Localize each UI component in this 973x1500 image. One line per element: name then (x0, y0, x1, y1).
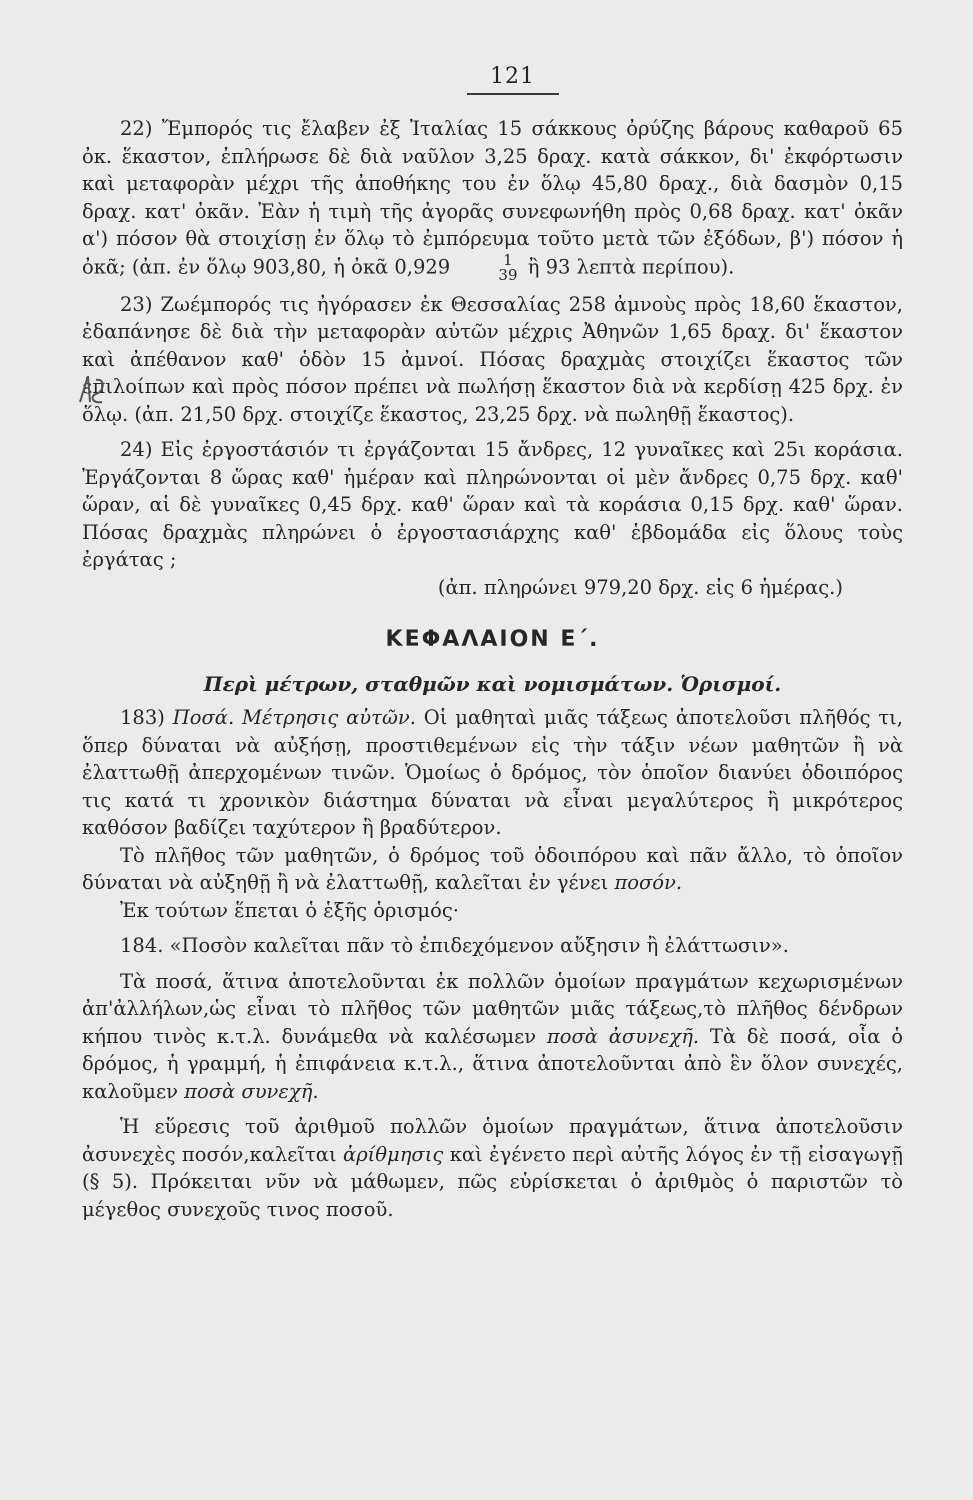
problem-22-fraction (460, 250, 518, 284)
discrete-quantities-paragraph (82, 968, 903, 1106)
fraction-denominator: 39 (498, 265, 518, 284)
discrete-term: ποσὰ ἀσυνεχῆ. (546, 1024, 700, 1048)
definition-intro: Ἐκ τούτων ἕπεται ὁ ἑξῆς ὁρισμός· (120, 898, 459, 922)
section-184: 184. «Ποσὸν καλεῖται πᾶν τὸ ἐπιδεχόμενον αὔξησιν ἢ ἐλάττωσιν». (120, 934, 789, 957)
section-183-heading: Ποσά. Μέτρησις αὐτῶν. (172, 706, 416, 729)
page-number-rule (467, 93, 559, 95)
section-183-label: 183) (120, 706, 165, 729)
problem-23: 23) Ζωέμπορός τις ἠγόρασεν ἐκ Θεσσαλίας 258 ἀμνοὺς πρὸς 18,60 ἕκαστον, ἐδαπάνησε δὲ διὰ τὴν μεταφορὰν αὐτῶν μέχρις Ἀθηνῶν 1,65 δραχ. δι' ἕκαστον καὶ ἀπέθανον καθ' ὁδὸν 15 ἀμνοί. Πόσας δραχμὰς στοιχίζει ἕκαστος τῶν ἐπιλοίπων καὶ πρὸς πόσον πρέπει νὰ πωλήσῃ ἕκαστον διὰ νὰ κερδίσῃ 425 δρχ. ἐν ὅλῳ. (ἀπ. 21,50 δρχ. στοιχίζε ἕκαστος, 23,25 δρχ. νὰ πωληθῇ ἕκαστος). (82, 292, 903, 426)
counting-paragraph (82, 1113, 903, 1223)
page-number: 121 (490, 64, 535, 89)
chapter-title: ΚΕΦΑΛΑΙΟΝ Ε΄. (385, 627, 600, 652)
counting-text-2: καὶ ἐγένετο περὶ αὐτῆς λόγος ἐν τῇ εἰσαγωγῇ (§ 5). Πρόκειται νῦν νὰ μάθωμεν, πῶς εὑρίσκεται ὁ ἀριθμὸς ὁ παριστῶν τὸ μέγεθος συνεχοῦς τινος ποσοῦ. (82, 1142, 903, 1221)
quantity-paragraph (82, 842, 903, 897)
problem-22 (82, 115, 903, 283)
quantity-paragraph-text: Τὸ πλῆθος τῶν μαθητῶν, ὁ δρόμος τοῦ ὁδοιπόρου καὶ πᾶν ἄλλο, τὸ ὁποῖον δύναται νὰ αὐξηθῇ ἢ νὰ ἐλαττωθῇ, καλεῖται ἐν γένει (82, 843, 903, 894)
problem-24: 24) Εἰς ἐργοστάσιόν τι ἐργάζονται 15 ἄνδρες, 12 γυναῖκες καὶ 25ι κοράσια. Ἐργάζονται 8 ὥρας καθ' ἡμέραν καὶ πληρώνονται οἱ μὲν ἄνδρες 0,75 δρχ. καθ' ὥραν, αἱ δὲ γυναῖκες 0,45 δρχ. καθ' ὥραν καὶ τὰ κοράσια 0,15 δρχ. καθ' ὥραν. Πόσας δραχμὰς πληρώνει ὁ ἐργοστασιάρχης καθ' ἑβδομάδα εἰς ὅλους τοὺς ἐργάτας ; (82, 438, 903, 571)
counting-text-1: Ἡ εὕρεσις τοῦ ἀριθμοῦ πολλῶν ὁμοίων πραγμάτων, ἅτινα ἀποτελοῦσιν ἀσυνεχὲς ποσόν,καλεῖται (82, 1115, 903, 1166)
discrete-text: Τὰ ποσά, ἅτινα ἀποτελοῦνται ἐκ πολλῶν ὁμοίων πραγμάτων κεχωρισμένων ἀπ'ἀλλήλων,ὡς εἶναι τὸ πλῆθος τῶν μαθητῶν μιᾶς τάξεως,τὸ πλῆθος δένδρων κήπου τινὸς κ.τ.λ. δυνάμεθα νὰ καλέσωμεν (82, 969, 903, 1048)
quantity-term: ποσόν. (614, 871, 683, 894)
fraction-numerator: 1 (503, 250, 513, 269)
section-183-text: Οἱ μαθηταὶ μιᾶς τάξεως ἀποτελοῦσι πλῆθός τι, ὅπερ δύναται νὰ αὐξήσῃ, προστιθεμένων εἰς τὴν τάξιν νέων μαθητῶν ἢ νὰ ἐλαττωθῇ ἀπερχομένων τινῶν. Ὁμοίως ὁ δρόμος, τὸν ὁποῖον διανύει ὁδοιπόρος τις κατά τι χρονικὸν διάστημα δύναται νὰ εἶναι μεγαλύτερος ἢ μικρότερος καθόσον βαδίζει ταχύτερον ἢ βραδύτερον. (82, 706, 904, 839)
section-183 (82, 704, 903, 842)
continuous-text: Τὰ δὲ ποσά, οἷα ὁ δρόμος, ἡ γραμμή, ἡ ἐπιφάνεια κ.τ.λ., ἅτινα ἀποτελοῦνται ἀπὸ ἓν ὅλον συνεχές, καλοῦμεν (82, 1024, 903, 1103)
handwritten-margin-mark (76, 372, 106, 406)
counting-term: ἀρίθμησις (343, 1142, 444, 1166)
problem-22-text: 22) Ἔμπορός τις ἔλαβεν ἐξ Ἰταλίας 15 σάκκους ὀρύζης βάρους καθαροῦ 65 ὀκ. ἕκαστον, ἐπλήρωσε δὲ διὰ ναῦλον 3,25 δραχ. κατὰ σάκκον, δι' ἐκφόρτωσιν καὶ μεταφορὰν μέχρι τῆς ἀποθήκης του ἐν ὅλῳ 45,80 δραχ., διὰ δασμὸν 0,15 δραχ. κατ' ὀκᾶν. Ἐὰν ἡ τιμὴ τῆς ἀγορᾶς συνεφωνήθη πρὸς 0,68 δραχ. κατ' ὀκᾶν α') πόσον θὰ στοιχίσῃ ἐν ὅλῳ τὸ ἐμπόρευμα τοῦτο μετὰ τῶν ἐξόδων, β') πόσον ἡ ὀκᾶ; (ἀπ. ἐν ὅλῳ 903,80, ἡ ὀκᾶ 0,929 (82, 117, 903, 278)
chapter-subtitle: Περὶ μέτρων, σταθμῶν καὶ νομισμάτων. Ὁρισμοί. (203, 672, 782, 696)
problem-22-text-after: ἢ 93 λεπτὰ περίπου). (527, 255, 735, 278)
continuous-term: ποσὰ συνεχῆ. (184, 1079, 319, 1103)
problem-24-answer: (ἀπ. πληρώνει 979,20 δρχ. εἰς 6 ἡμέρας.) (437, 575, 843, 599)
